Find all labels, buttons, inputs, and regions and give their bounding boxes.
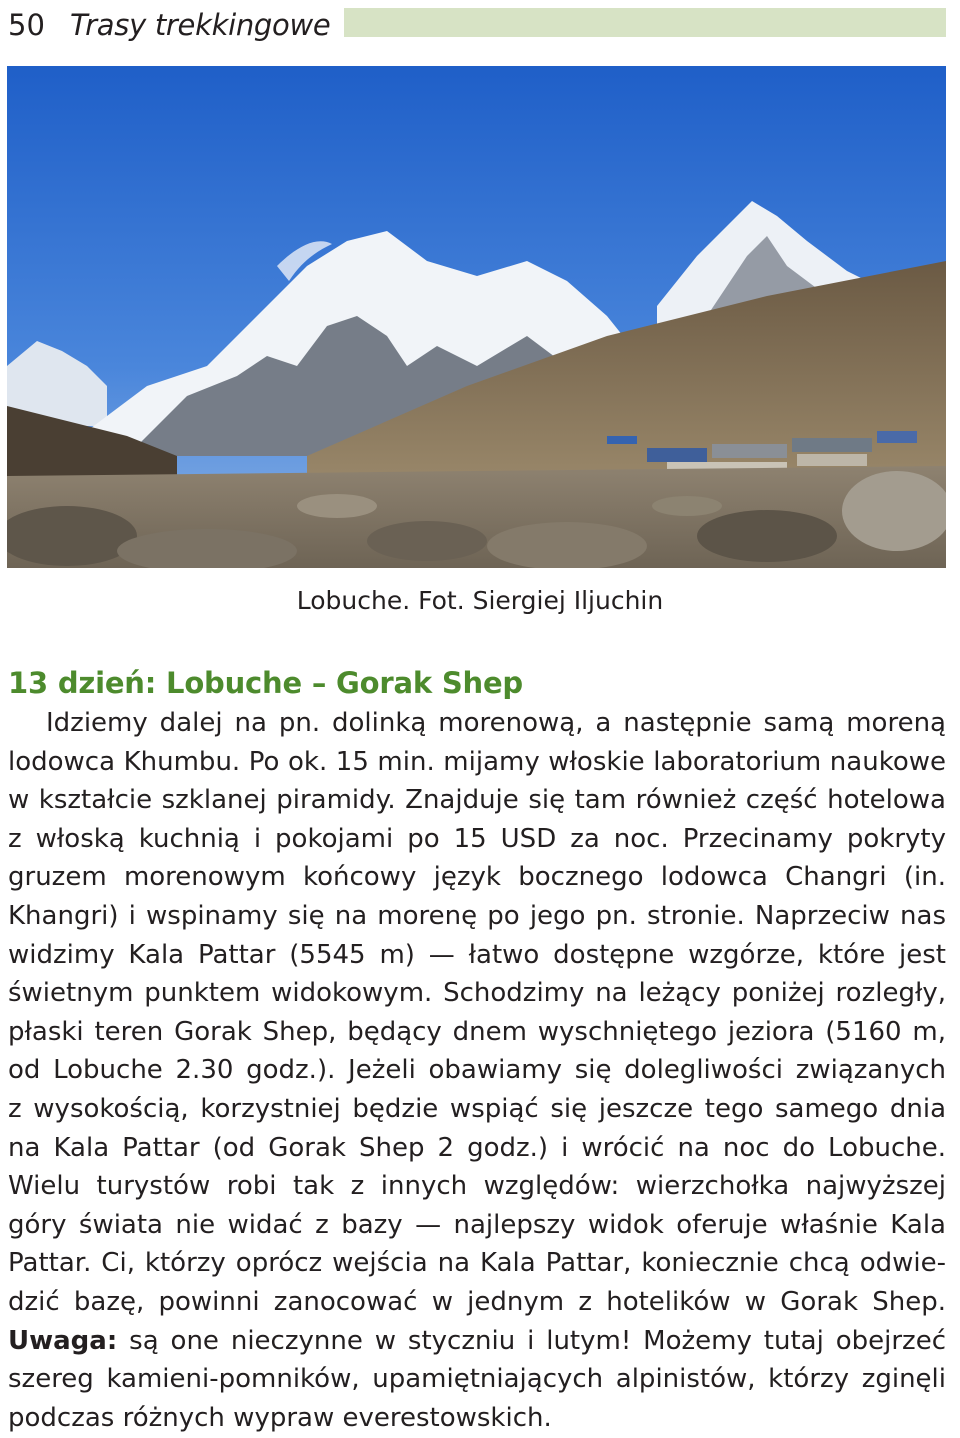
text-line: z włoską kuchnią i pokojami po 15 USD za noc. Przecinamy pokryty xyxy=(8,823,946,854)
note-label: Uwaga: xyxy=(8,1325,118,1356)
photo-caption: Lobuche. Fot. Siergiej Iljuchin xyxy=(296,586,664,615)
page-number: 50 xyxy=(8,8,45,42)
text-line: płaski teren Gorak Shep, będący dnem wyschniętego jeziora (5160 m, xyxy=(8,1016,946,1047)
article-body xyxy=(8,704,946,1437)
text-line: Pattar. Ci, którzy oprócz wejścia na Kala Pattar, koniecznie chcą odwie- xyxy=(8,1248,946,1279)
text-line: świetnym punktem widokowym. Schodzimy na leżący poniżej rozległy, xyxy=(8,978,946,1009)
text-line: widzimy Kala Pattar (5545 m) — łatwo dostępne wzgórze, które jest xyxy=(8,939,946,970)
note-line xyxy=(8,1322,946,1361)
section-title: Trasy trekkingowe xyxy=(70,8,331,42)
day-heading: 13 dzień: Lobuche – Gorak Shep xyxy=(8,666,523,700)
text-line: Wielu turystów robi tak z innych względów: wierzchołka najwyższej xyxy=(8,1171,946,1202)
text-line: gruzem morenowym końcowy język bocznego lodowca Changri (in. xyxy=(8,862,946,893)
text-line: Idziemy dalej na pn. dolinką morenową, a następnie samą moreną xyxy=(46,708,946,738)
note-text: są one nieczynne w styczniu i lutym! Możemy tutaj obejrzeć xyxy=(117,1325,946,1356)
header-band xyxy=(344,8,946,37)
text-line: od Lobuche 2.30 godz.). Jeżeli obawiamy się dolegliwości związanych xyxy=(8,1055,946,1086)
text-line: z wysokością, korzystniej będzie wspiąć się jeszcze tego samego dnia xyxy=(8,1093,946,1124)
page-header xyxy=(0,0,960,50)
text-line: Khangri) i wspinamy się na morenę po jego pn. stronie. Naprzeciw nas xyxy=(8,900,946,931)
text-line: szereg kamieni-pomników, upamiętniających alpinistów, którzy zginęli xyxy=(8,1364,946,1395)
text-line: podczas różnych wypraw everestowskich. xyxy=(8,1402,552,1433)
text-line: góry świata nie widać z bazy — najlepszy widok oferuje właśnie Kala xyxy=(8,1209,946,1240)
text-line: dzić bazę, powinni zanocować w jednym z hotelików w Gorak Shep. xyxy=(8,1286,946,1317)
photo-illustration xyxy=(7,66,946,568)
text-line: lodowca Khumbu. Po ok. 15 min. mijamy włoskie laboratorium naukowe xyxy=(8,746,946,777)
text-line: w kształcie szklanej piramidy. Znajduje się tam również część hotelowa xyxy=(8,785,946,816)
landscape-photo xyxy=(7,66,946,568)
text-line: na Kala Pattar (od Gorak Shep 2 godz.) i wrócić na noc do Lobuche. xyxy=(8,1132,946,1163)
